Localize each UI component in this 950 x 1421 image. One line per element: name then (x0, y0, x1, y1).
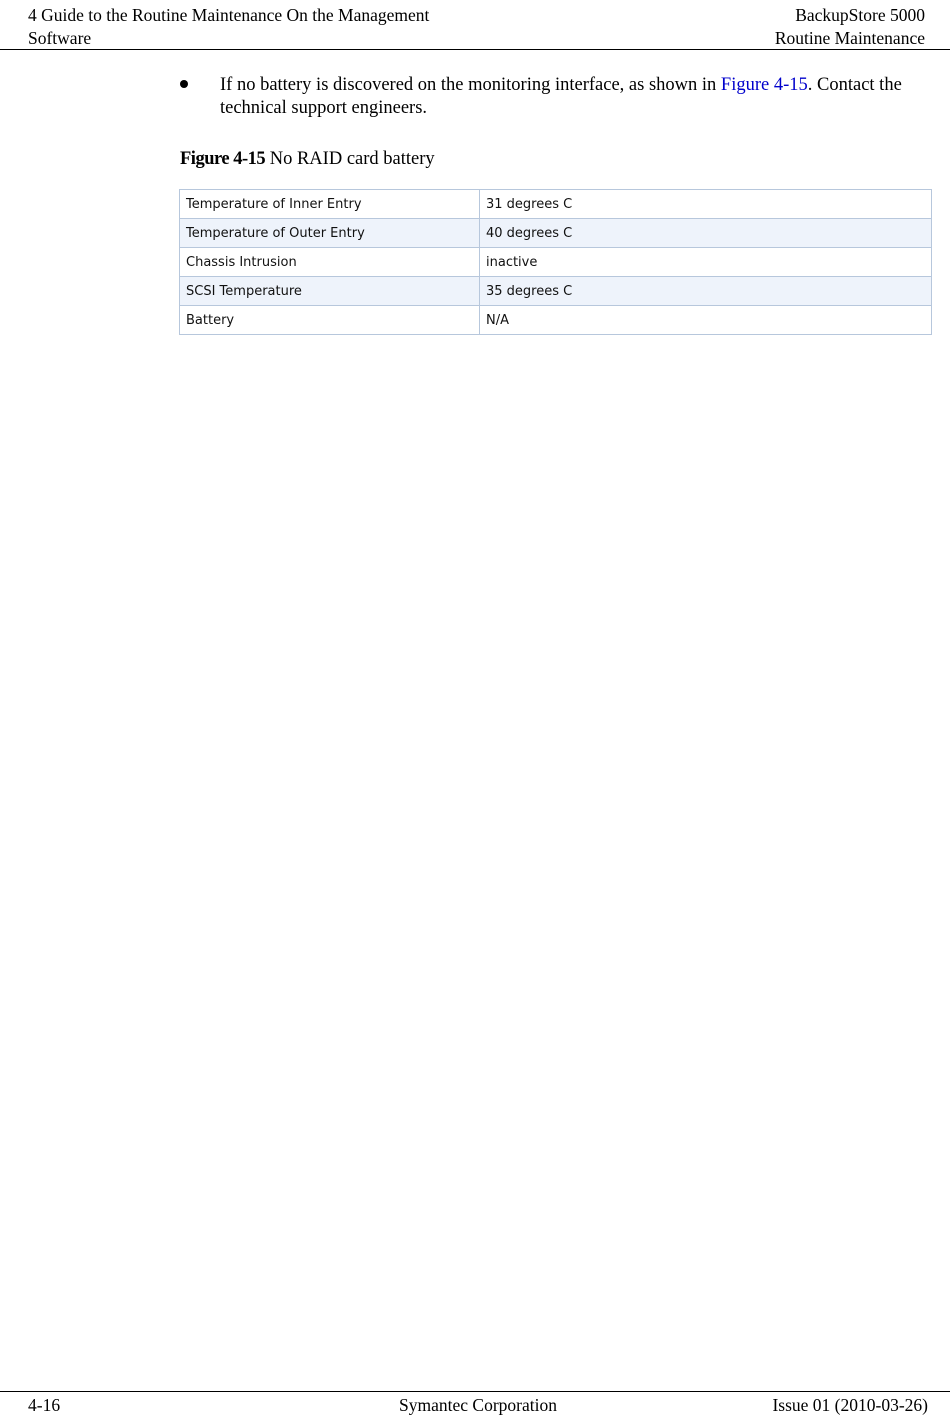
table-row (180, 306, 932, 335)
issue-info: Issue 01 (2010-03-26) (772, 1395, 928, 1415)
table-row (180, 248, 932, 277)
bullet-text-after: . Contact the technical support engineers. (220, 75, 902, 118)
row-label: SCSI Temperature (180, 277, 480, 306)
product-name: BackupStore 5000 (795, 5, 925, 25)
manual-name: Routine Maintenance (774, 28, 925, 48)
figure-reference-link[interactable]: Figure 4-15 (720, 75, 808, 95)
row-label: Temperature of Inner Entry (180, 190, 480, 219)
row-value: N/A (480, 306, 932, 335)
company-name: Symantec Corporation (399, 1395, 557, 1415)
table-row (180, 277, 932, 306)
row-label: Battery (180, 306, 480, 335)
row-value: 40 degrees C (480, 219, 932, 248)
chapter-title-line2: Software (28, 28, 92, 48)
chapter-title-line1: 4 Guide to the Routine Maintenance On the Management (28, 5, 430, 25)
bullet-item (180, 74, 935, 120)
row-value: 35 degrees C (480, 277, 932, 306)
page-header (0, 0, 950, 50)
table-row (180, 219, 932, 248)
figure-label: Figure 4-15 (180, 149, 266, 169)
row-value: 31 degrees C (480, 190, 932, 219)
page-number: 4-16 (28, 1395, 61, 1415)
document-title (775, 4, 925, 50)
row-value: inactive (480, 248, 932, 277)
table-row (180, 190, 932, 219)
bullet-text-before: If no battery is discovered on the monitoring interface, as shown in (220, 75, 721, 95)
page-content (180, 74, 935, 171)
figure-title: No RAID card battery (265, 149, 435, 169)
row-label: Temperature of Outer Entry (180, 219, 480, 248)
figure-caption (180, 148, 935, 171)
row-label: Chassis Intrusion (180, 248, 480, 277)
bullet-icon (180, 80, 188, 88)
chapter-title (28, 4, 548, 50)
status-table (179, 189, 932, 335)
page-footer (0, 1391, 950, 1421)
